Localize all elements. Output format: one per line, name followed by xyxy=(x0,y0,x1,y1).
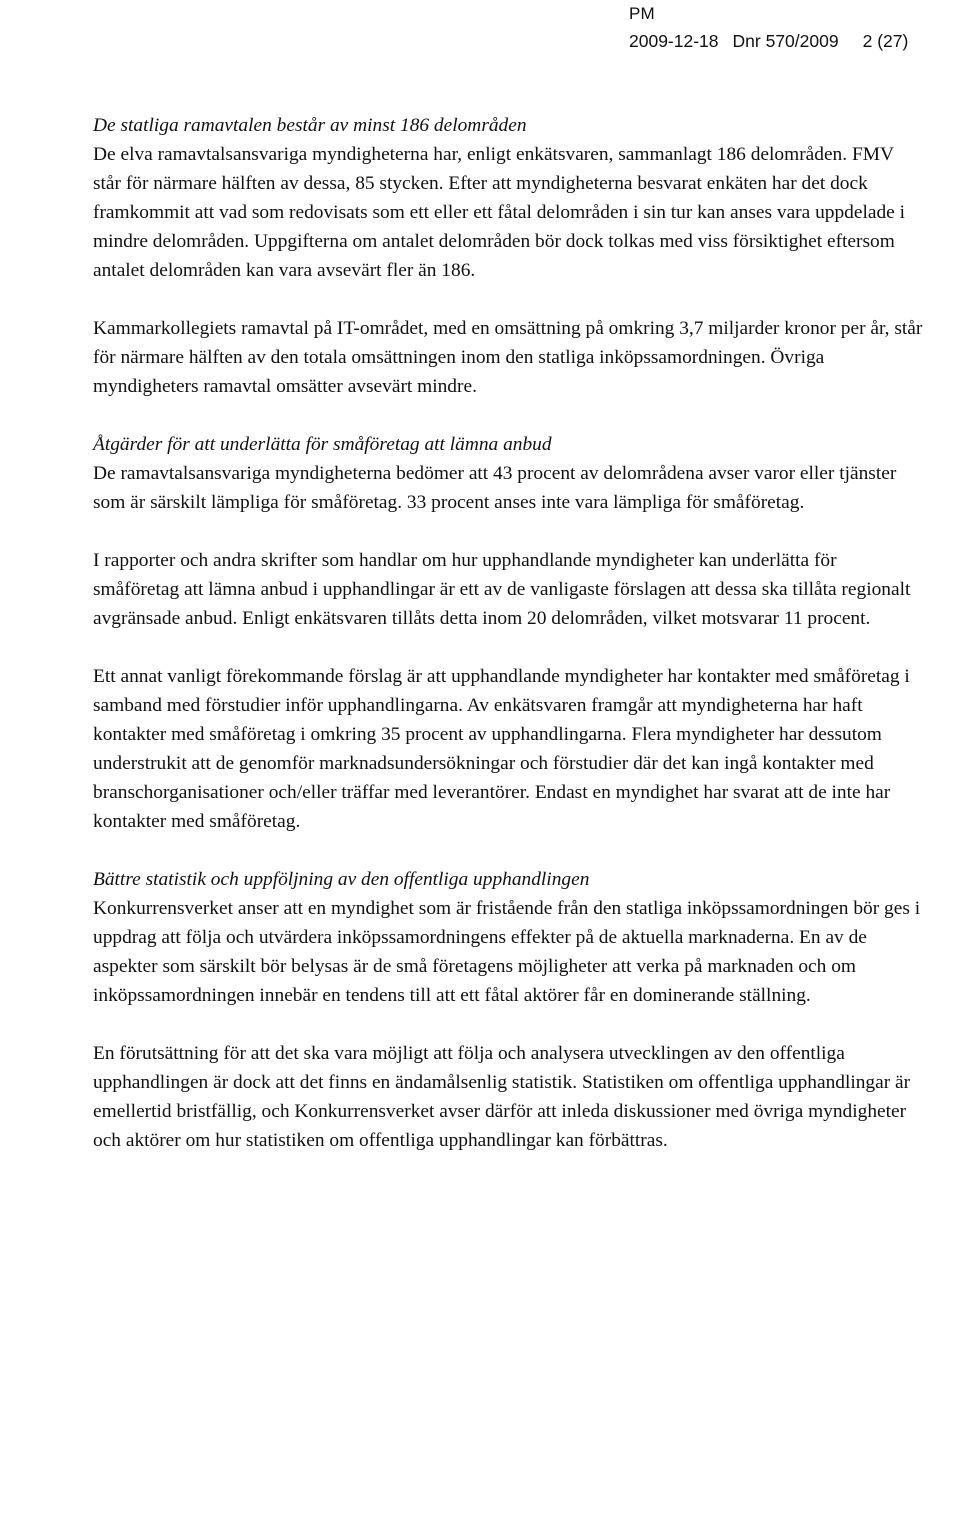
page-number: 2 (27) xyxy=(862,31,909,51)
paragraph: En förutsättning för att det ska vara möjligt att följa och analysera utvecklingen av den offentliga upphandlingen är dock att det finns en ändamålsenlig statistik. Statistiken om offentliga upphandlingar är emellertid bristfällig, och Konkurrensverket avser därför att inleda diskussioner med övriga myndigheter och aktörer om hur statistiken om offentliga upphandlingar kan förbättras. xyxy=(93,1043,911,1151)
section-first-paragraph xyxy=(93,865,923,1010)
paragraph-text: De elva ramavtalsansvariga myndigheterna har, enligt enkätsvaren, sammanlagt 186 delområden. FMV står för närmare hälften av dessa, 85 stycken. Efter att myndigheterna besvarat enkäten har det dock framkommit att vad som redovisats som ett eller ett fåtal delområden i sin tur kan anses vara uppdelade i mindre delområden. Uppgifterna om antalet delområden bör dock tolkas med viss försiktighet eftersom antalet delområden kan vara avsevärt fler än 186. xyxy=(93,144,906,281)
section-first-paragraph xyxy=(93,430,923,517)
paragraph-text: De ramavtalsansvariga myndigheterna bedömer att 43 procent av delområdena avser varor eller tjänster som är särskilt lämpliga för småföretag. 33 procent anses inte vara lämpliga för småföretag. xyxy=(93,463,897,513)
section-heading: Bättre statistik och uppföljning av den offentliga upphandlingen xyxy=(93,869,590,890)
paragraph: I rapporter och andra skrifter som handlar om hur upphandlande myndigheter kan underlätta för småföretag att lämna anbud i upphandlingar är ett av de vanligaste förslagen att dessa ska tillåta regionalt avgränsade anbud. Enligt enkätsvaren tillåts detta inom 20 delområden, vilket motsvarar 11 procent. xyxy=(93,550,911,629)
section-first-paragraph xyxy=(93,111,923,285)
document-reference: Dnr 570/2009 xyxy=(732,31,839,51)
section-smaforetag-anbud xyxy=(93,430,923,836)
section-heading: De statliga ramavtalen består av minst 186 delområden xyxy=(93,115,527,136)
document-meta-line xyxy=(629,31,908,52)
section-statistik-uppfoljning xyxy=(93,865,923,1155)
page-header xyxy=(0,0,960,60)
document-type-label: PM xyxy=(629,4,655,23)
paragraph: Kammarkollegiets ramavtal på IT-området, med en omsättning på omkring 3,7 miljarder kronor per år, står för närmare hälften av den totala omsättningen inom den statliga inköpssamordningen. Övriga myndigheters ramavtal omsätter avsevärt mindre. xyxy=(93,318,923,397)
paragraph: Ett annat vanligt förekommande förslag är att upphandlande myndigheter har kontakter med småföretag i samband med förstudier inför upphandlingarna. Av enkätsvaren framgår att myndigheterna har haft kontakter med småföretag i omkring 35 procent av upphandlingarna. Flera myndigheter har dessutom understrukit att de genomför marknadsundersökningar och förstudier där det kan ingå kontakter med branschorganisationer och/eller träffar med leverantörer. Endast en myndighet har svarat att de inte har kontakter med småföretag. xyxy=(93,666,910,832)
paragraph-text: Konkurrensverket anser att en myndighet som är fristående från den statliga inköpssamordningen bör ges i uppdrag att följa och utvärdera inköpssamordningens effekter på de aktuella marknaderna. En av de aspekter som särskilt bör belysas är de små företagens möjligheter att verka på marknaden och om inköpssamordningen innebär en tendens till att ett fåtal aktörer får en dominerande ställning. xyxy=(93,898,921,1006)
document-body xyxy=(93,111,923,1155)
section-heading: Åtgärder för att underlätta för småföretag att lämna anbud xyxy=(93,434,552,455)
document-date: 2009-12-18 xyxy=(629,31,719,51)
section-ramavtal-delomraden xyxy=(93,111,923,401)
